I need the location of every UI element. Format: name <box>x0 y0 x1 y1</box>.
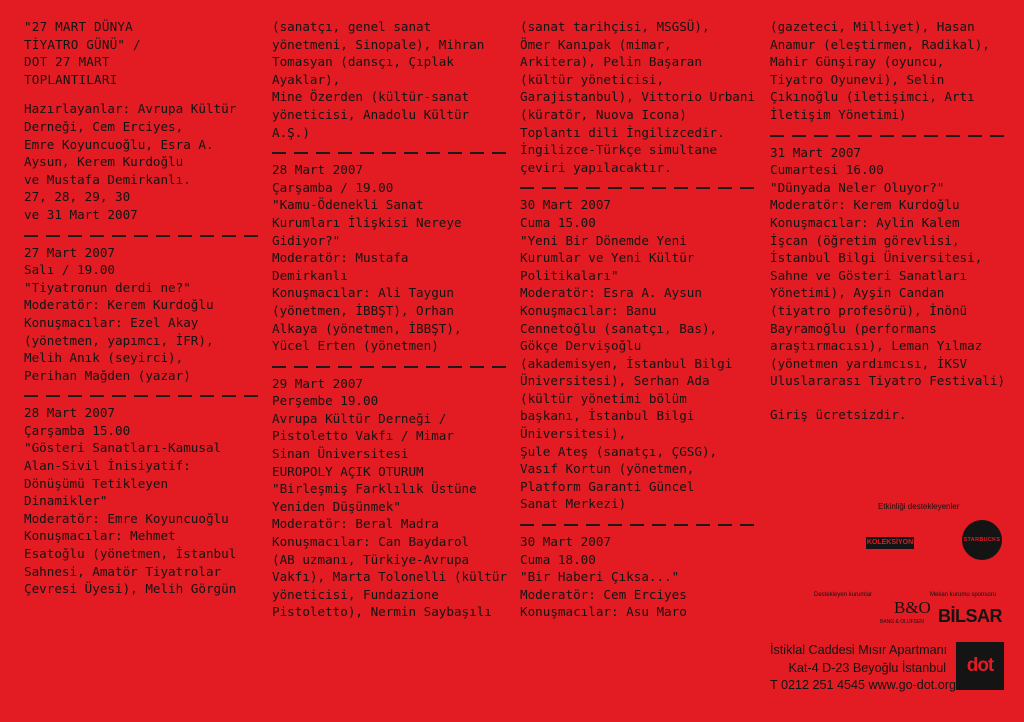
text-line: Alan-Sivil İnisiyatif: <box>24 458 191 474</box>
text-line: Ayaklar), <box>272 71 341 87</box>
supporting-institutions-label: Destekleyen kurumlar <box>814 592 873 598</box>
event-31-mart <box>770 144 1010 390</box>
text-line: 31 Mart 2007 <box>770 144 861 160</box>
text-line: Sanat Merkezi) <box>520 496 627 512</box>
text-line: Üniversitesi), Serhan Ada <box>520 373 710 389</box>
text-line: Aysun, Kerem Kurdoğlu <box>24 154 184 170</box>
text-line: Perşembe 19.00 <box>272 393 379 409</box>
text-line: Moderatör: Mustafa <box>272 250 409 266</box>
dashed-divider <box>520 187 756 189</box>
text-line: Arkitera), Pelin Başaran <box>520 54 702 70</box>
event-29-mart <box>272 375 510 621</box>
text-line: Gökçe Dervişoğlu <box>520 338 642 354</box>
text-line: Moderatör: Kerem Kurdoğlu <box>770 197 960 213</box>
text-line: Yönetimi), Ayşin Candan <box>770 285 945 301</box>
text-line: Ömer Kanıpak (mimar, <box>520 36 672 52</box>
event-27-mart <box>24 244 262 385</box>
text-line: "Birleşmiş Farklılık Üstüne <box>272 481 477 497</box>
text-line: İngilizce-Türkçe simultane <box>520 142 718 158</box>
text-line: 30 Mart 2007 <box>520 197 611 213</box>
text-line: (yönetmen yardımcısı, İKSV <box>770 355 968 371</box>
text-line: Konuşmacılar: Mehmet <box>24 528 176 544</box>
event-30-mart-1800 <box>520 533 758 621</box>
text-line: (küratör, Nuova Icona) <box>520 106 687 122</box>
sponsors-heading: Etkinliği destekleyenler <box>878 502 960 511</box>
dashed-divider <box>770 135 1006 137</box>
text-line: Vakfı), Marta Tolonelli (kültür <box>272 569 508 585</box>
bilsar-logo: BİLSAR <box>938 606 1002 626</box>
text-line: "Gösteri Sanatları-Kamusal <box>24 440 222 456</box>
text-line: Avrupa Kültür Derneği / <box>272 410 447 426</box>
page-title <box>24 18 262 88</box>
text-line: Moderatör: Esra A. Aysun <box>520 285 702 301</box>
text-line: Konuşmacılar: Ezel Akay <box>24 314 199 330</box>
text-line: A.Ş.) <box>272 124 310 140</box>
event-28-mart-1900 <box>272 161 510 355</box>
text-line: 30 Mart 2007 <box>520 534 611 550</box>
text-line: Cumartesi 16.00 <box>770 162 884 178</box>
text-line: Gidiyor?" <box>272 232 341 248</box>
text-line: Kurumlar ve Yeni Kültür <box>520 250 695 266</box>
text-line: EUROPOLY AÇIK OTURUM <box>272 463 424 479</box>
text-line: Çarşamba 15.00 <box>24 422 131 438</box>
text-line: Moderatör: Emre Koyuncuoğlu <box>24 510 229 526</box>
text-line: "27 MART DÜNYA <box>24 19 133 34</box>
event-28-mart-1500-cont <box>272 18 510 141</box>
dashed-divider <box>272 366 508 368</box>
text-line: yönetmeni, Sinopale), Mihran <box>272 36 485 52</box>
text-line: Esatoğlu (yönetmen, İstanbul <box>24 546 237 562</box>
dashed-divider <box>24 395 260 397</box>
text-line: çeviri yapılacaktır. <box>520 159 672 175</box>
text-line: Tomasyan (dansçı, Çıplak <box>272 54 454 70</box>
text-line: (tiyatro profesörü), İnönü <box>770 302 968 318</box>
text-line: Üniversitesi), <box>520 426 627 442</box>
text-line: Sahnesi, Amatör Tiyatrolar <box>24 563 222 579</box>
column-4 <box>770 18 1010 423</box>
text-line: Cuma 15.00 <box>520 214 596 230</box>
event-30-mart-1500 <box>520 196 758 513</box>
text-line: (gazeteci, Milliyet), Hasan <box>770 19 975 34</box>
text-line: Çarşamba / 19.00 <box>272 179 394 195</box>
text-line: (akademisyen, İstanbul Bilgi <box>520 355 733 371</box>
column-2 <box>272 18 510 632</box>
text-line: Bayramoğlu (performans <box>770 320 937 336</box>
text-line: Konuşmacılar: Asu Maro <box>520 604 687 620</box>
text-line: Derneği, Cem Erciyes, <box>24 118 184 134</box>
text-line: Şule Ateş (sanatçı, ÇGSG), <box>520 443 718 459</box>
text-line: Uluslararası Tiyatro Festivali) <box>770 373 1006 389</box>
text-line: Dönüşümü Tetikleyen <box>24 475 169 491</box>
text-line: (kültür yönetimi bölüm <box>520 390 687 406</box>
text-line: Yücel Erten (yönetmen) <box>272 338 439 354</box>
text-line: İstanbul Bilgi Üniversitesi, <box>770 250 983 266</box>
text-line: ve 31 Mart 2007 <box>24 206 138 222</box>
dashed-divider <box>272 152 508 154</box>
text-line: Konuşmacılar: Aylin Kalem <box>770 214 960 230</box>
venue-sponsor-label: Mekan kurumu sponsoru <box>930 592 997 598</box>
text-line: Hazırlayanlar: Avrupa Kültür <box>24 101 237 117</box>
text-line: Mine Özerden (kültür-sanat <box>272 89 470 105</box>
organizers-block <box>24 100 262 223</box>
dashed-divider <box>520 524 756 526</box>
bang-olufsen-subtitle: BANG & OLUFSEN <box>880 619 924 625</box>
bang-olufsen-logo: B&O <box>894 598 931 617</box>
text-line: Pistoletto), Nermin Saybaşılı <box>272 604 492 620</box>
text-line: 27, 28, 29, 30 <box>24 189 131 205</box>
text-line: (AB uzmanı, Türkiye-Avrupa <box>272 551 470 567</box>
text-line: "Bir Haberi Çıksa..." <box>520 569 680 585</box>
text-line: yöneticisi, Fundazione <box>272 586 439 602</box>
event-30-mart-1800-cont <box>770 18 1010 124</box>
text-line: İletişim Yönetimi) <box>770 106 907 122</box>
text-line: Pistoletto Vakfı / Mimar <box>272 428 454 444</box>
text-line: (sanatçı, genel sanat <box>272 19 432 34</box>
text-line: 27 Mart 2007 <box>24 244 115 260</box>
text-line: (yönetmen, İBBŞT), Orhan <box>272 302 454 318</box>
text-line: Moderatör: Beral Madra <box>272 516 439 532</box>
text-line: "Kamu-Ödenekli Sanat <box>272 197 424 213</box>
dot-logo: dot <box>956 642 1004 690</box>
text-line: İşcan (öğretim görevlisi, <box>770 232 960 248</box>
starbucks-logo: STARBUCKS COFFEE <box>962 520 1002 560</box>
text-line: Platform Garanti Güncel <box>520 478 695 494</box>
text-line: Toplantı dili İngilizcedir. <box>520 124 725 140</box>
text-line: Salı / 19.00 <box>24 262 115 278</box>
text-line: Kat-4 D-23 Beyoğlu İstanbul <box>788 660 946 675</box>
text-line: Çevresi Üyesi), Melih Görgün <box>24 581 237 597</box>
text-line: 29 Mart 2007 <box>272 375 363 391</box>
text-line: yöneticisi, Anadolu Kültür <box>272 106 470 122</box>
text-line: "Yeni Bir Dönemde Yeni <box>520 232 687 248</box>
text-line: Sahne ve Gösteri Sanatları <box>770 267 968 283</box>
text-line: Dinamikler" <box>24 493 108 509</box>
text-line: "Dünyada Neler Oluyor?" <box>770 179 945 195</box>
text-line: Kurumları İlişkisi Nereye <box>272 214 462 230</box>
column-1 <box>24 18 262 609</box>
text-line: Demirkanlı <box>272 267 348 283</box>
text-line: (sanat tarihçisi, MSGSÜ), <box>520 19 710 34</box>
text-line: başkanı, İstanbul Bilgi <box>520 408 695 424</box>
text-line: araştırmacısı), Leman Yılmaz <box>770 338 983 354</box>
text-line: Alkaya (yönetmen, İBBŞT), <box>272 320 462 336</box>
text-line: (kültür yöneticisi, <box>520 71 665 87</box>
text-line: Mahir Günşiray (oyuncu, <box>770 54 945 70</box>
text-line: Moderatör: Cem Erciyes <box>520 586 687 602</box>
text-line: (yönetmen, yapımcı, İFR), <box>24 332 214 348</box>
text-line: "Tiyatronun derdi ne?" <box>24 279 191 295</box>
text-line: Cennetoğlu (sanatçı, Bas), <box>520 320 718 336</box>
text-line: 28 Mart 2007 <box>24 405 115 421</box>
text-line: Konuşmacılar: Ali Taygun <box>272 285 454 301</box>
column-3 <box>520 18 758 632</box>
text-line: ve Mustafa Demirkanlı. <box>24 171 191 187</box>
event-28-mart-1500 <box>24 404 262 598</box>
text-line: Politikaları" <box>520 267 619 283</box>
event-29-mart-cont <box>520 18 758 176</box>
text-line: Anamur (eleştirmen, Radikal), <box>770 36 990 52</box>
free-entry-note: Giriş ücretsizdir. <box>770 406 907 422</box>
text-line: Perihan Mağden (yazar) <box>24 367 191 383</box>
text-line: Tiyatro Oyunevi), Selin <box>770 71 945 87</box>
text-line: DOT 27 MART <box>24 54 110 70</box>
text-line: 28 Mart 2007 <box>272 162 363 178</box>
text-line: Vasıf Kortun (yönetmen, <box>520 461 695 477</box>
venue-address <box>770 642 957 695</box>
text-line: TOPLANTILARI <box>24 71 118 87</box>
text-line: Emre Koyuncuoğlu, Esra A. <box>24 136 214 152</box>
text-line: Moderatör: Kerem Kurdoğlu <box>24 297 214 313</box>
dashed-divider <box>24 235 260 237</box>
text-line: Konuşmacılar: Banu <box>520 302 657 318</box>
text-line: Garajistanbul), Vittorio Urbani <box>520 89 756 105</box>
text-line: İstiklal Caddesi Mısır Apartmanı <box>770 643 948 657</box>
text-line: Cuma 18.00 <box>520 551 596 567</box>
text-line: Çıkınoğlu (iletişimci, Artı <box>770 89 975 105</box>
text-line: T 0212 251 4545 www.go-dot.org <box>770 678 957 693</box>
text-line: Melih Anık (seyirci), <box>24 350 184 366</box>
text-line: Sinan Üniversitesi <box>272 446 409 462</box>
text-line: Konuşmacılar: Can Baydarol <box>272 534 470 550</box>
text-line: TİYATRO GÜNÜ" / <box>24 36 141 52</box>
koleksiyon-logo: KOLEKSİYON <box>866 537 914 549</box>
text-line: Yeniden Düşünmek" <box>272 498 401 514</box>
